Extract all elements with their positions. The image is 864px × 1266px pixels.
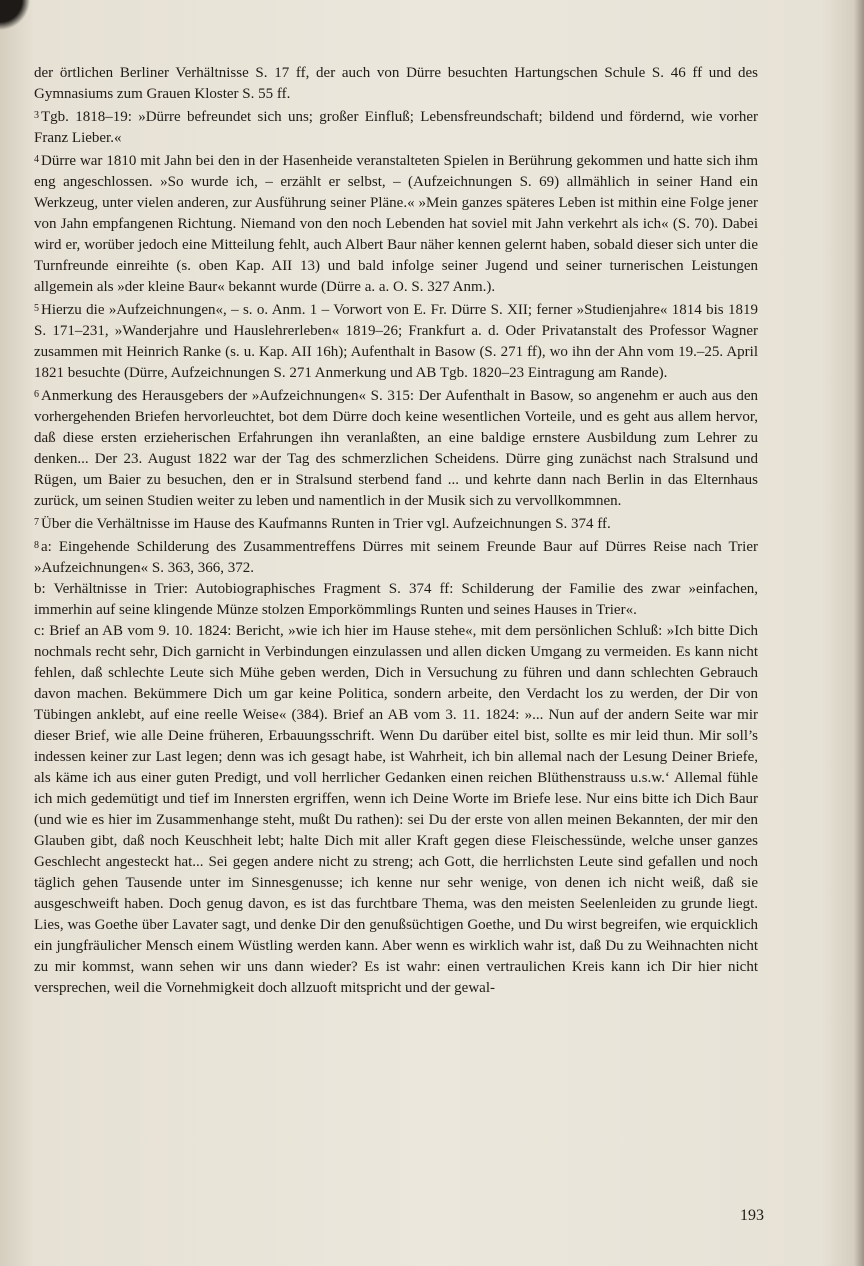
footnote-number: 3 [34,110,39,121]
footnote-6: $^6$ Anmerkung des Herausgebers der »Aufzeichnungen« S. 315: Der Aufenthalt in Basow, so angenehm er auch aus den vorhergehenden Briefen hervorleuchtet, bot dem Dürre doch keine wesentlichen Vorteile, und es geht aus allem hervor, daß diese ersten erzieherischen Erfahrungen ihn veranlaßten, an eine baldige ernstere Ausbildung zum Lehrer zu denken... Der 23. August 1822 war der Tag des schmerzlichen Scheidens. Dürre ging zunächst nach Stralsund und Rügen, um Baier zu besuchen, den er in Stralsund sterbend fand ... und kehrte dann nach Berlin in das Elternhaus zurück, um seinen Studien weiter zu leben und namentlich in der Musik sich zu vervollkommnen. [34,388,758,509]
footnote-number: 8 [34,540,39,551]
footnote-7: $^7$ Über die Verhältnisse im Hause des Kaufmanns Runten in Trier vgl. Aufzeichnungen S. 374 ff. [34,516,611,532]
page-number: 193 [740,1207,764,1224]
footnote-8a: $^8$ a: Eingehende Schilderung des Zusammentreffens Dürres mit seinem Freunde Baur auf Dürres Reise nach Trier »Aufzeichnungen« S. 363, 366, 372. [34,539,758,576]
footnote-number: 5 [34,303,39,314]
footnote-5: $^5$ Hierzu die »Aufzeichnungen«, – s. o. Anm. 1 – Vorwort von E. Fr. Dürre S. XII; ferner »Studienjahre« 1814 bis 1819 S. 171–231, »Wanderjahre und Hauslehrerleben« 1819–26; Frankfurt a. d. Oder Privatanstalt des Professor Wagner zusammen mit Heinrich Ranke (s. u. Kap. AII 16h); Aufenthalt in Basow (S. 271 ff), wo ihn der Ahn vom 19.–25. April 1821 besuchte (Dürre, Aufzeichnungen S. 271 Anmerkung und AB Tgb. 1820–23 Eintragung am Rande). [34,302,758,381]
footnote-4: $^4$ Dürre war 1810 mit Jahn bei den in der Hasenheide veranstalteten Spielen in Berührung gekommen und hatte sich ihm eng angeschlossen. »So wurde ich, – erzählt er selbst, – (Aufzeichnungen S. 69) allmählich in seiner Hand ein Werkzeug, unter vielen anderen, zur Ausführung seiner Pläne.« »Mein ganzes späteres Leben ist mithin eine Folge jener von Jahn empfangenen Richtung. Niemand von den noch Lebenden hat soviel mit Jahn verkehrt als ich« (S. 70). Dabei wird er, worüber jedoch eine Mitteilung fehlt, auch Albert Baur näher kennen gelernt haben, sobald dieser sich unter die Turnfreunde einreihte (s. oben Kap. AII 13) und bald infolge seiner Jugend und seiner turnerischen Leistungen allgemein als »der kleine Baur« bekannt wurde (Dürre a. a. O. S. 327 Anm.). [34,153,758,295]
page-edge-shadow [854,0,864,1266]
footnote-3: $^3$ Tgb. 1818–19: »Dürre befreundet sich uns; großer Einfluß; Lebensfreundschaft; bildend und fördernd, wie vorher Franz Lieber.« [34,109,758,146]
footnote-8b: b: Verhältnisse in Trier: Autobiographisches Fragment S. 374 ff: Schilderung der Familie des zwar »einfachen, immerhin auf seine klingende Münze stolzen Emporkömmlings Runten und seines Hauses in Trier«. [34,581,758,618]
footnote-number: 6 [34,389,39,400]
footnote-number: 4 [34,154,39,165]
footnote-number: 7 [34,517,39,528]
footnote-paragraph: der örtlichen Berliner Verhältnisse S. 17 ff, der auch von Dürre besuchten Hartungschen Schule S. 46 ff und des Gymnasiums zum Grauen Kloster S. 55 ff. [34,65,758,102]
page-corner-shadow [0,0,60,30]
footnote-8c: c: Brief an AB vom 9. 10. 1824: Bericht, »wie ich hier im Hause stehe«, mit dem persönlichen Schluß: »Ich bitte Dich nochmals recht sehr, Dich garnicht in Verbindungen einzulassen und allen dicken Umgang zu vermeiden. Es kann nicht fehlen, daß schlechte Leute sich Mühe geben werden, Dich in Versuchung zu führen und dann schlechten Gebrauch davon machen. Bekümmere Dich um gar keine Politica, sondern arbeite, den Verdacht los zu werden, der Dir von Tübingen anklebt, auf eine reelle Weise« (384). Brief an AB vom 3. 11. 1824: »... Nun auf der andern Seite war mir dieser Brief, wie alle Deine früheren, Erbauungsschrift. Wenn Du darüber eitel bist, sollte es mir leid thun. Mir soll’s indessen keiner zur Last legen; denn was ich gesagt habe, ist Wahrheit, ich bin allemal nach der Lesung Deiner Briefe, als käme ich aus einer guten Predigt, und voll herrlicher Gedanken einen reichen Blüthenstrauss u.s.w.‘ Allemal fühle ich mich gedemütigt und tief im Innersten ergriffen, wenn ich Deine Worte im Briefe lese. Nur eins bitte ich Dich Baur (und wie es hier im Zusammenhange steht, mußt Du rathen): sei Du der erste von allen meinen Bekannten, der mir den Glauben gibt, daß noch Keuschheit lebt; halte Dich mit aller Kraft gegen diese Fleischessünde, welche unser ganzes Geschlecht angesteckt hat... Sei gegen andere nicht zu streng; ach Gott, die herrlichsten Leute sind gefallen und noch täglich gehen Tausende unter im Sinnesgenusse; ich kenne nur sehr wenige, von denen ich nicht weiß, daß sie ausgeschweift haben. Doch genug davon, es ist das furchtbare Thema, was den meisten Seelenleiden zu grunde liegt. Lies, was Goethe über Lavater sagt, und denke Dir den genußsüchtigen Goethe, und Du wirst begreifen, wie erquicklich ein jungfräulicher Mensch einem Wüstling werden kann. Aber wenn es wirklich wahr ist, daß Du zu Weihnachten nicht zu mir kommst, wann sehen wir uns dann wieder? Es ist wahr: einen vertraulichen Kreis kann ich Dir hier nicht versprechen, weil die Vornehmigkeit doch allzuoft mitspricht und der gewal- [34,623,758,996]
footnotes-body [34,63,758,999]
